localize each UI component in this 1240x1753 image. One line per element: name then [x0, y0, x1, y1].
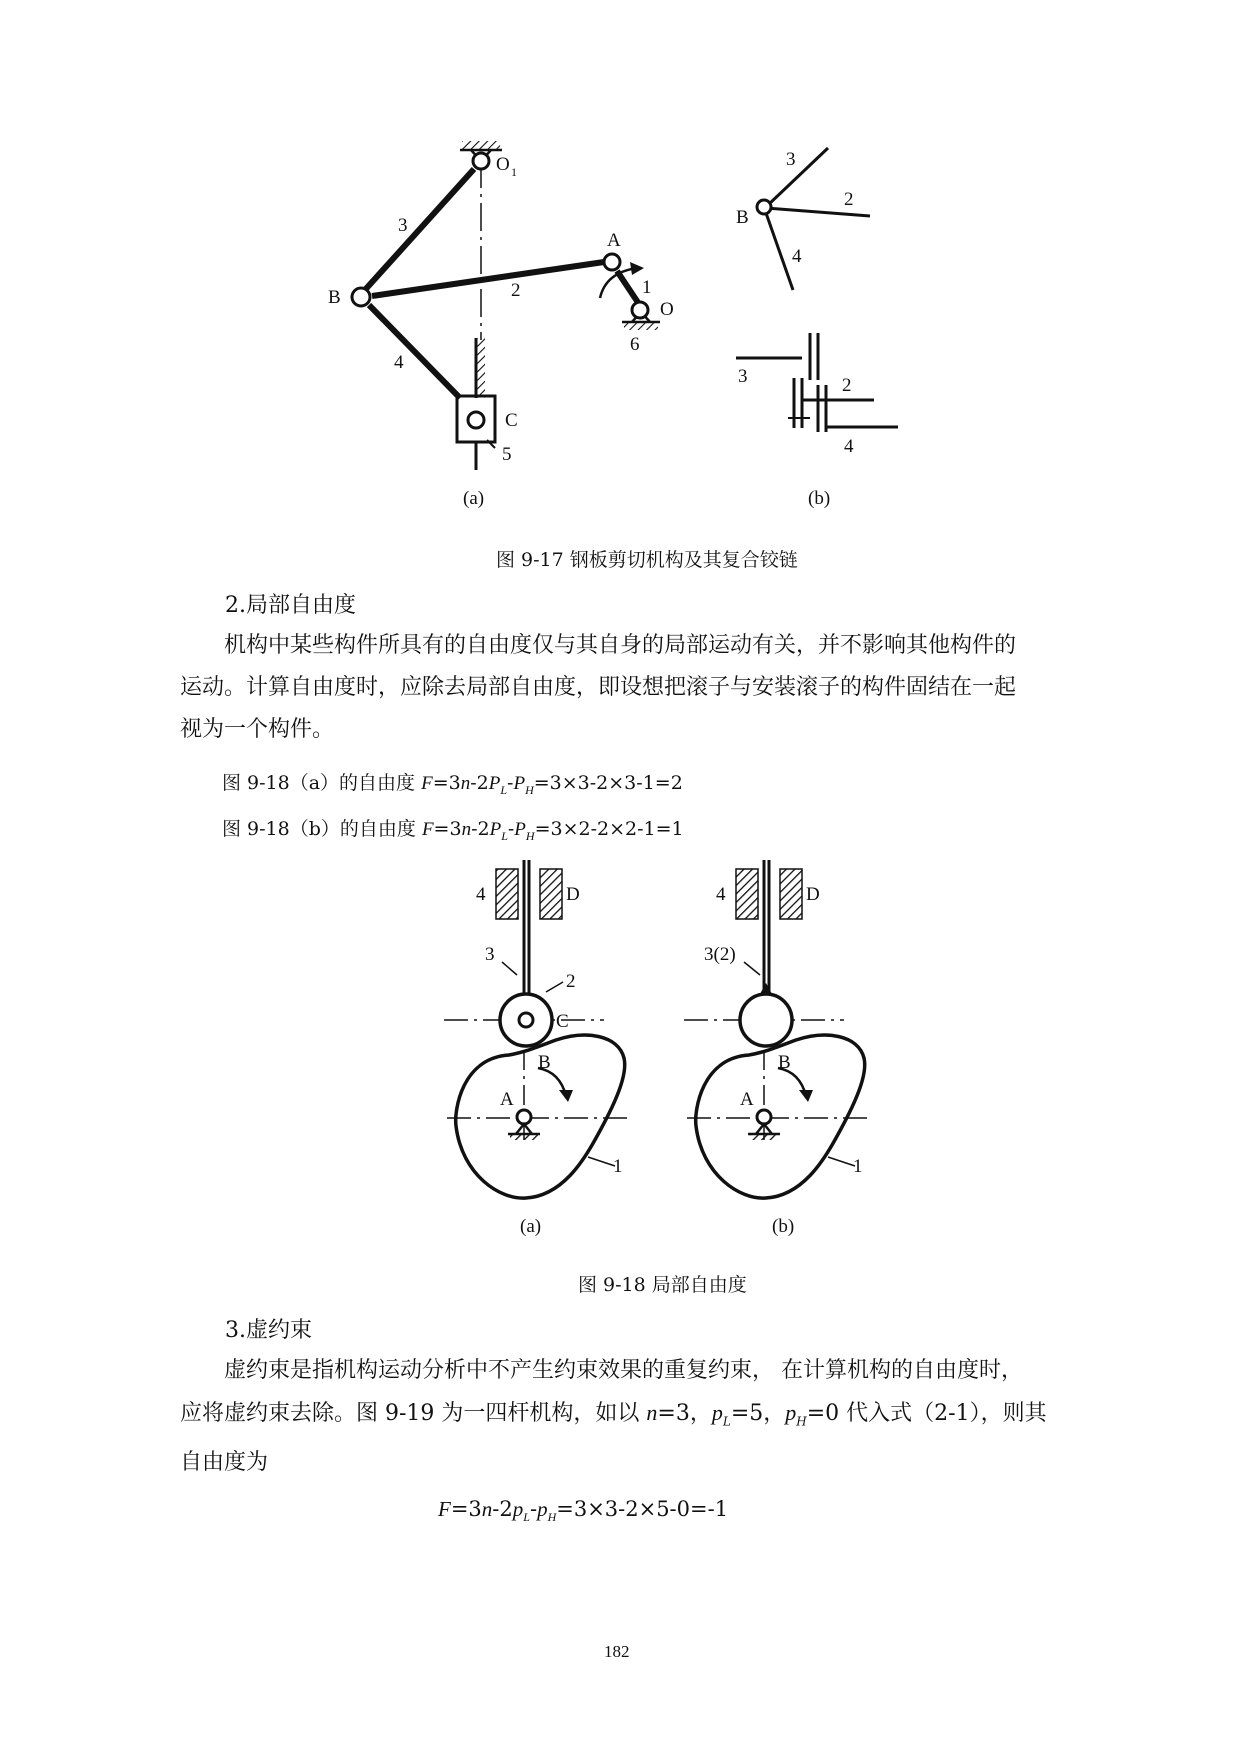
label-c: C: [505, 410, 518, 431]
label-18a-2: 2: [566, 971, 576, 992]
figure-caption-9-18: 图 9-18 局部自由度: [578, 1274, 747, 1296]
para-line-2: 运动。计算自由度时，应除去局部自由度，即设想把滚子与安装滚子的构件固结在一起: [180, 675, 1017, 700]
section-heading-2: 2.局部自由度: [225, 593, 356, 618]
label-3: 3: [398, 215, 408, 236]
label-18a-3: 3: [485, 944, 495, 965]
label-18b-1: 1: [853, 1156, 863, 1177]
subfig-b-label: (b): [808, 488, 831, 509]
label-m4: 4: [844, 436, 854, 457]
formula-9-18b: 图 9-18（b）的自由度 $F=3n-2P_L-P_H=3\times 2-2\times 2-1=1$: [222, 818, 684, 843]
subfig-a-label: (a): [463, 488, 485, 509]
label-18a-c: C: [556, 1011, 569, 1032]
label-o: O: [660, 299, 674, 320]
label-18b-4: 4: [716, 884, 726, 905]
label-18a-a: A: [500, 1089, 514, 1110]
label-18b-a: A: [740, 1089, 754, 1110]
label-a: A: [607, 230, 621, 251]
label-18b-b: B: [778, 1052, 791, 1073]
para-line-1: 机构中某些构件所具有的自由度仅与其自身的局部运动有关，并不影响其他构件的: [224, 633, 1017, 658]
label-2: 2: [511, 280, 521, 301]
label-18a-d: D: [566, 884, 580, 905]
label-18b-d: D: [806, 884, 820, 905]
subfig-18b-label: (b): [772, 1216, 795, 1237]
s3-line-3: 自由度为: [180, 1450, 269, 1476]
label-bb: B: [736, 207, 749, 228]
label-b4: 4: [792, 246, 802, 267]
subfig-18a-label: (a): [520, 1216, 542, 1237]
figure-caption-9-17: 图 9-17 钢板剪切机构及其复合铰链: [496, 549, 798, 571]
label-b2: 2: [844, 189, 854, 210]
label-b: B: [328, 287, 341, 308]
label-18b-32: 3(2): [704, 944, 736, 965]
label-5: 5: [502, 444, 512, 465]
label-4: 4: [394, 352, 404, 373]
para-line-3: 视为一个构件。: [180, 717, 335, 742]
label-1: 1: [642, 277, 652, 298]
label-18a-4: 4: [476, 884, 486, 905]
label-m3: 3: [738, 366, 748, 387]
label-m2: 2: [842, 375, 852, 396]
s3-line-2: 应将虚约束去除。图 9-19 为一四杆机构，如以 n=3，$p_L=5$，$p_H=0$ 代入式（2-1），则其: [180, 1400, 1047, 1429]
section-3-paragraph: [180, 1350, 1120, 1484]
label-6: 6: [630, 334, 640, 355]
label-18a-1: 1: [613, 1156, 623, 1177]
formula-dof-four-bar: $F=3n-2p_L-p_H=3\times 3-2\times 5-0=-1$: [438, 1497, 729, 1525]
label-18a-b: B: [538, 1052, 551, 1073]
formula-9-18a: 图 9-18（a）的自由度 $F=3n-2P_L-P_H=3\times 3-2\times 3-1=2$: [222, 772, 683, 797]
s3-line-1: 虚约束是指机构运动分析中不产生约束效果的重复约束， 在计算机构的自由度时，: [224, 1358, 1023, 1383]
label-o1-sub: 1: [511, 165, 517, 179]
label-b3: 3: [786, 149, 796, 170]
section-heading-3: 3.虚约束: [225, 1318, 312, 1343]
label-o1: O: [496, 154, 510, 175]
page-number: 182: [604, 1642, 630, 1661]
